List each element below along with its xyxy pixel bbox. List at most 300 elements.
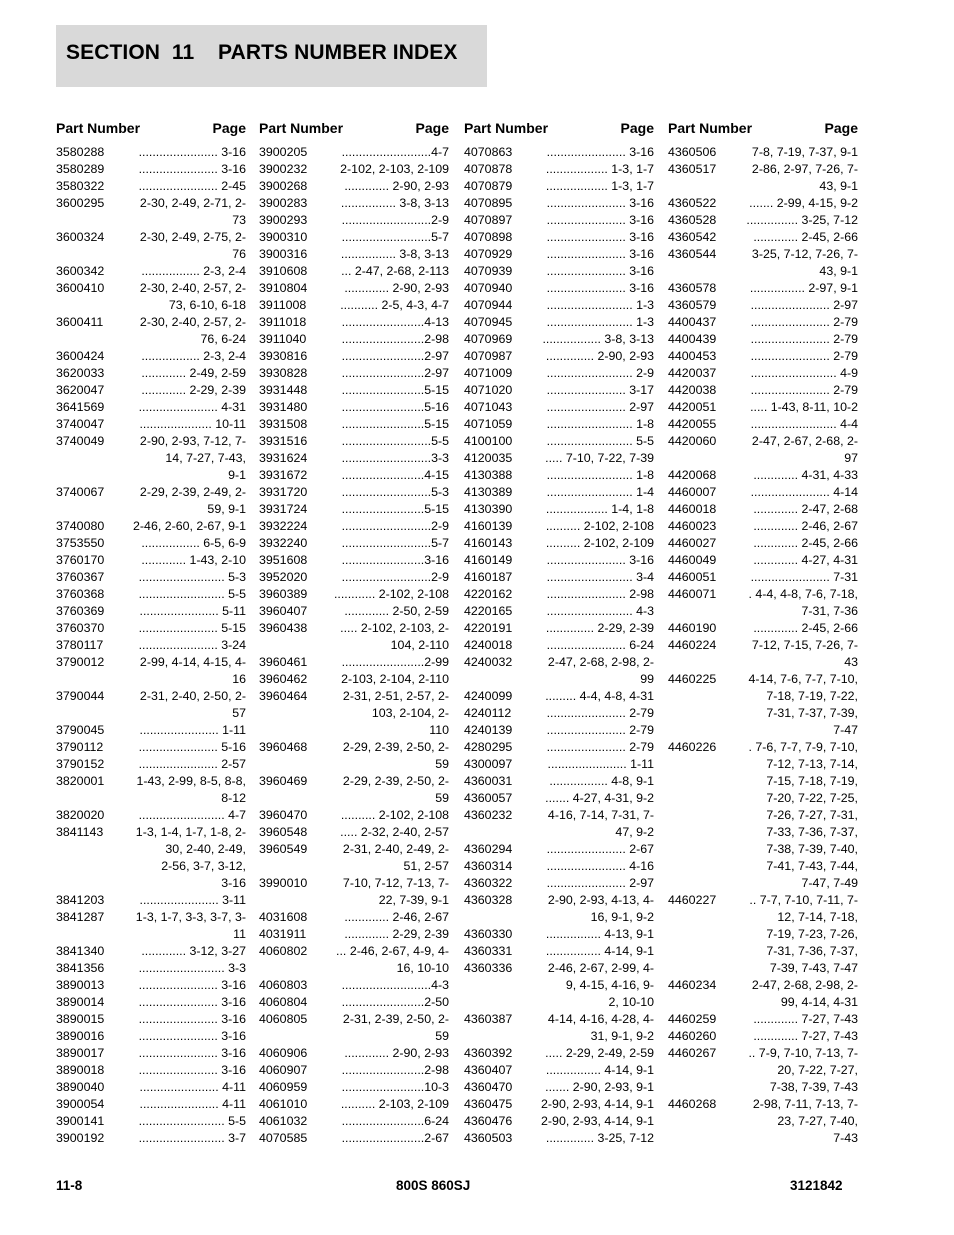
part-number: 3620047 (56, 383, 105, 397)
page-references: ............. 2-29, 2-39 (344, 927, 449, 941)
page-references: ......................... 5-3 (138, 570, 246, 584)
part-number: 3951608 (259, 553, 308, 567)
part-number: 3990010 (259, 876, 308, 890)
page-references: ....................... 2-79 (750, 349, 858, 363)
page-references: 7-10, 7-12, 7-13, 7- 22, 7-39, 9-1 (342, 876, 449, 907)
index-entry (464, 280, 654, 297)
part-number: 4061010 (259, 1097, 308, 1111)
index-entry (259, 569, 449, 586)
page-references: ........................5-16 (341, 400, 449, 414)
page-references: ............. 2-90, 2-93 (344, 179, 449, 193)
page-references: ........... 2-5, 4-3, 4-7 (340, 298, 449, 312)
page-references: ............. 2-50, 2-59 (344, 604, 449, 618)
part-number: 3841356 (56, 961, 105, 975)
index-entry (668, 297, 858, 314)
index-entry (668, 484, 858, 501)
page-references: 1-3, 1-4, 1-7, 1-8, 2- 30, 2-40, 2-49, 2-56, 3-7, 3-12, 3-16 (135, 825, 246, 890)
part-number: 3931720 (259, 485, 308, 499)
page-references: ........................2-97 (341, 366, 449, 380)
index-entry (464, 484, 654, 501)
index-entry (464, 246, 654, 263)
page-references: ........................5-15 (341, 417, 449, 431)
part-number: 3900205 (259, 145, 308, 159)
part-number: 3900192 (56, 1131, 105, 1145)
part-number: 3931672 (259, 468, 308, 482)
index-entry (259, 501, 449, 518)
page-references: ................. 2-3, 2-4 (141, 349, 246, 363)
index-entry (464, 297, 654, 314)
part-number: 3960461 (259, 655, 308, 669)
index-entry (259, 841, 449, 875)
index-entry (56, 620, 246, 637)
page-references: ............. 7-27, 7-43 (753, 1012, 858, 1026)
page-references: . 4-4, 4-8, 7-6, 7-18, 7-31, 7-36 (748, 587, 858, 618)
index-entry (464, 960, 654, 1011)
page-references: ....................... 6-24 (546, 638, 654, 652)
index-entry (56, 637, 246, 654)
part-number: 3580289 (56, 162, 105, 176)
part-number: 3900232 (259, 162, 308, 176)
page-references: 2-29, 2-39, 2-50, 2- 59 (342, 740, 449, 771)
part-number: 4100100 (464, 434, 513, 448)
page-references: ....................... 3-16 (546, 196, 654, 210)
page-references: 1-43, 2-99, 8-5, 8-8, 8-12 (136, 774, 246, 805)
part-number: 4460227 (668, 893, 717, 907)
part-number: 3960548 (259, 825, 308, 839)
page-references: ......................... 3-3 (138, 961, 246, 975)
page-references: ......................... 5-5 (138, 1114, 246, 1128)
index-entry (259, 229, 449, 246)
part-number-header: Part Number (668, 120, 753, 136)
index-entry (56, 178, 246, 195)
page-references: ... 2-46, 2-67, 4-9, 4- 16, 10-10 (336, 944, 449, 975)
index-entry (464, 518, 654, 535)
index-entry (259, 807, 449, 824)
page-references: ............. 3-12, 3-27 (141, 944, 246, 958)
part-number: 4031911 (259, 927, 307, 941)
part-number: 3890018 (56, 1063, 105, 1077)
part-number: 4460268 (668, 1097, 717, 1111)
index-entry (259, 331, 449, 348)
index-entry (56, 994, 246, 1011)
index-entry (464, 620, 654, 637)
page-references: 2-47, 2-68, 2-98, 2- 99, 4-14, 4-31 (751, 978, 858, 1009)
page-references: .............. 2-90, 2-93 (545, 349, 654, 363)
page-references: 4-14, 7-6, 7-7, 7-10, 7-18, 7-19, 7-22, 7-31, 7-37, 7-39, 7-47 (748, 672, 858, 737)
section-title: SECTION 11 PARTS NUMBER INDEX (66, 41, 458, 64)
part-number: 4070895 (464, 196, 513, 210)
page-references: ....................... 3-16 (138, 1029, 246, 1043)
index-entry (56, 739, 246, 756)
index-entry (464, 450, 654, 467)
page-references: .......... 2-103, 2-109 (340, 1097, 449, 1111)
part-number: 3600324 (56, 230, 105, 244)
page-references: ................. 6-5, 6-9 (141, 536, 246, 550)
page-references: ........................2-97 (341, 349, 449, 363)
index-entry (668, 586, 858, 620)
index-entry (259, 246, 449, 263)
part-number: 4420051 (668, 400, 717, 414)
index-column-4 (668, 119, 858, 1147)
index-entry (56, 943, 246, 960)
index-entry (464, 790, 654, 807)
part-number: 4360314 (464, 859, 513, 873)
page-references: .......... 2-102, 2-108 (340, 808, 449, 822)
part-number: 4360470 (464, 1080, 513, 1094)
part-number: 3890017 (56, 1046, 105, 1060)
index-entry (668, 229, 858, 246)
index-entry (464, 382, 654, 399)
page-references: ......................... 1-3 (546, 298, 654, 312)
part-number: 4070585 (259, 1131, 308, 1145)
page-header: Page (415, 120, 449, 136)
part-number: 3760367 (56, 570, 105, 584)
page-references: ..... 2-32, 2-40, 2-57 (340, 825, 449, 839)
index-entry (259, 365, 449, 382)
part-number: 4360503 (464, 1131, 513, 1145)
page-references: .................. 1-3, 1-7 (545, 179, 654, 193)
part-number: 4360475 (464, 1097, 513, 1111)
part-number: 4240139 (464, 723, 513, 737)
page-references: ....... 2-99, 4-15, 9-2 (749, 196, 858, 210)
page-references: ............. 2-46, 2-67 (753, 519, 858, 533)
index-entry (56, 909, 246, 943)
index-entry (56, 960, 246, 977)
page-references: ........................2-50 (341, 995, 449, 1009)
page-references: ....................... 3-16 (138, 995, 246, 1009)
part-number: 3790045 (56, 723, 105, 737)
part-number: 3932240 (259, 536, 308, 550)
index-entry (668, 382, 858, 399)
page-references: ....................... 1-11 (139, 723, 246, 737)
part-number: 3580322 (56, 179, 105, 193)
index-entry (56, 1011, 246, 1028)
page-references: 2-103, 2-104, 2-110 (341, 672, 449, 686)
part-number: 4360331 (464, 944, 513, 958)
page-references: ....................... 2-57 (138, 757, 246, 771)
part-number: 3890040 (56, 1080, 105, 1094)
page-references: ................. 2-3, 2-4 (141, 264, 246, 278)
index-column-2 (259, 119, 449, 1147)
index-entry (668, 637, 858, 671)
page-references: ......................... 1-8 (546, 417, 654, 431)
index-entry (668, 331, 858, 348)
page-references: ..........................2-9 (341, 519, 449, 533)
index-entry (668, 1028, 858, 1045)
part-number: 4360387 (464, 1012, 513, 1026)
index-entry (464, 229, 654, 246)
index-entry (464, 212, 654, 229)
page-references: ..........................2-9 (341, 570, 449, 584)
index-entry (464, 892, 654, 926)
part-number: 4060906 (259, 1046, 308, 1060)
page-references: ....................... 3-16 (546, 145, 654, 159)
page-references: ................ 4-13, 9-1 (545, 927, 654, 941)
page-references: ....................... 3-11 (139, 893, 246, 907)
part-number: 4060959 (259, 1080, 308, 1094)
part-number: 4360031 (464, 774, 513, 788)
page-references: ....................... 2-97 (546, 400, 654, 414)
part-number-header: Part Number (259, 120, 344, 136)
part-number: 3753550 (56, 536, 105, 550)
part-number: 4360528 (668, 213, 717, 227)
part-number: 4060907 (259, 1063, 308, 1077)
part-number-header: Part Number (464, 120, 549, 136)
page-references: ....................... 3-16 (138, 978, 246, 992)
part-number: 3960549 (259, 842, 308, 856)
index-entry (259, 586, 449, 603)
index-entry (56, 161, 246, 178)
page-references: ............. 2-90, 2-93 (344, 281, 449, 295)
part-number: 4070944 (464, 298, 513, 312)
index-entry (259, 1045, 449, 1062)
page-references: ........................2-99 (341, 655, 449, 669)
page-references: 2-30, 2-40, 2-57, 2- 73, 6-10, 6-18 (139, 281, 246, 312)
part-number: 3911008 (259, 298, 307, 312)
index-entry (259, 144, 449, 161)
index-entry (668, 569, 858, 586)
index-entry (56, 263, 246, 280)
page-references: ....................... 2-79 (546, 723, 654, 737)
index-entry (259, 943, 449, 977)
index-entry (668, 739, 858, 892)
index-entry (56, 756, 246, 773)
part-number-header: Part Number (56, 120, 141, 136)
part-number: 4460051 (668, 570, 717, 584)
page-references: 2-30, 2-40, 2-57, 2- 76, 6-24 (139, 315, 246, 346)
part-number: 3820020 (56, 808, 105, 822)
index-column-3 (464, 119, 654, 1147)
part-number: 3790012 (56, 655, 105, 669)
page-references: ............. 4-27, 4-31 (753, 553, 858, 567)
part-number: 3600411 (56, 315, 104, 329)
index-entry (56, 484, 246, 518)
page-references: ....................... 3-16 (546, 264, 654, 278)
page-references: 2-31, 2-51, 2-57, 2- 103, 2-104, 2- 110 (342, 689, 449, 737)
page-references: ............. 1-43, 2-10 (141, 553, 246, 567)
index-entry (668, 620, 858, 637)
index-entry (56, 314, 246, 348)
column-header (668, 119, 858, 137)
index-entry (464, 399, 654, 416)
index-entry (259, 416, 449, 433)
part-number: 3930816 (259, 349, 308, 363)
page-references: ......................... 3-4 (546, 570, 654, 584)
part-number: 3580288 (56, 145, 105, 159)
page-references: ....................... 5-11 (139, 604, 246, 618)
index-entry (464, 773, 654, 790)
column-header (56, 119, 246, 137)
index-entry (668, 280, 858, 297)
index-entry (259, 348, 449, 365)
page-references: ..... 2-102, 2-103, 2- 104, 2-110 (340, 621, 449, 652)
page-number: 11-8 (56, 1178, 83, 1193)
page-references: ....................... 2-97 (750, 298, 858, 312)
part-number: 4360392 (464, 1046, 513, 1060)
page-references: ....................... 3-16 (546, 553, 654, 567)
page-references: 2-31, 2-39, 2-50, 2- 59 (342, 1012, 449, 1043)
column-header (259, 119, 449, 137)
page-references: . 7-6, 7-7, 7-9, 7-10, 7-12, 7-13, 7-14, 7-15, 7-18, 7-19, 7-20, 7-22, 7-25, 7-26, 7-27, 7-31, 7-33, 7-36, 7-37, 7-38, 7-39, 7-40, 7-41, 7-43, 7-44, 7-47, 7-49 (748, 740, 858, 890)
page-references: ............. 2-45, 2-66 (753, 621, 858, 635)
index-entry (56, 535, 246, 552)
index-entry (259, 1113, 449, 1130)
part-number: 4240018 (464, 638, 513, 652)
part-number: 4220162 (464, 587, 513, 601)
page-references: ....... 2-90, 2-93, 9-1 (545, 1080, 654, 1094)
part-number: 4460226 (668, 740, 717, 754)
index-entry (464, 841, 654, 858)
part-number: 4160139 (464, 519, 513, 533)
part-number: 4420055 (668, 417, 717, 431)
index-entry (259, 671, 449, 688)
part-number: 4070987 (464, 349, 513, 363)
index-entry (464, 161, 654, 178)
index-entry (56, 722, 246, 739)
index-entry (259, 620, 449, 654)
page-references: 2-29, 2-39, 2-49, 2- 59, 9-1 (139, 485, 246, 516)
page-references: ....................... 2-79 (750, 332, 858, 346)
part-number: 3931448 (259, 383, 308, 397)
index-entry (464, 926, 654, 943)
page-references: ......................... 4-4 (750, 417, 858, 431)
index-entry (464, 739, 654, 756)
index-entry (668, 467, 858, 484)
part-number: 3841340 (56, 944, 105, 958)
part-number: 4220191 (464, 621, 513, 635)
page-references: ....................... 4-16 (546, 859, 654, 873)
index-entry (668, 552, 858, 569)
page-references: ................ 4-14, 9-1 (545, 944, 654, 958)
page-references: 2-102, 2-103, 2-109 (340, 162, 449, 176)
part-number: 3740049 (56, 434, 105, 448)
index-entry (259, 484, 449, 501)
page-references: 2-30, 2-49, 2-75, 2- 76 (139, 230, 246, 261)
part-number: 3952020 (259, 570, 308, 584)
index-entry (464, 467, 654, 484)
index-entry (464, 433, 654, 450)
index-entry (56, 1079, 246, 1096)
index-entry (56, 977, 246, 994)
page-references: ....................... 2-67 (546, 842, 654, 856)
page-references: ................ 3-8, 3-13 (340, 247, 449, 261)
page-references: .......... 2-102, 2-108 (545, 519, 654, 533)
part-number: 3910804 (259, 281, 308, 295)
index-entry (56, 399, 246, 416)
part-number: 4060805 (259, 1012, 308, 1026)
page-references: ........................2-98 (341, 332, 449, 346)
index-entry (464, 722, 654, 739)
index-entry (56, 144, 246, 161)
index-entry (464, 756, 654, 773)
page-references: ..........................5-7 (341, 230, 449, 244)
part-number: 4360294 (464, 842, 513, 856)
page-references: .. 7-9, 7-10, 7-13, 7- 20, 7-22, 7-27, 7-38, 7-39, 7-43 (748, 1046, 858, 1094)
page-references: ..........................5-7 (341, 536, 449, 550)
index-entry (56, 1096, 246, 1113)
page-references: .................. 1-3, 1-7 (545, 162, 654, 176)
part-number: 3911018 (259, 315, 307, 329)
page-references: 4-14, 4-16, 4-28, 4- 31, 9-1, 9-2 (547, 1012, 654, 1043)
page-references: ........................10-3 (341, 1080, 449, 1094)
index-entry (464, 365, 654, 382)
page-references: 2-31, 2-40, 2-49, 2- 51, 2-57 (342, 842, 449, 873)
part-number: 4070878 (464, 162, 513, 176)
part-number: 3911040 (259, 332, 307, 346)
index-entry (668, 314, 858, 331)
part-number: 3841203 (56, 893, 105, 907)
index-entry (259, 382, 449, 399)
part-number: 4400439 (668, 332, 717, 346)
index-entry (56, 229, 246, 263)
index-entry (56, 1045, 246, 1062)
index-entry (56, 586, 246, 603)
model-name: 800S 860SJ (396, 1178, 471, 1193)
index-entry (259, 450, 449, 467)
part-number: 4130390 (464, 502, 513, 516)
page-references: ... 2-47, 2-68, 2-113 (341, 264, 449, 278)
page-references: ....................... 3-16 (138, 1012, 246, 1026)
page-references: 1-3, 1-7, 3-3, 3-7, 3- 11 (135, 910, 246, 941)
page-references: ................ 4-14, 9-1 (545, 1063, 654, 1077)
part-number: 3890015 (56, 1012, 105, 1026)
page-references: ....................... 2-79 (546, 740, 654, 754)
index-entry (56, 348, 246, 365)
page-references: ....................... 3-16 (138, 162, 246, 176)
part-number: 3960438 (259, 621, 308, 635)
index-entry (259, 518, 449, 535)
index-entry (259, 1011, 449, 1045)
page-references: ............. 2-90, 2-93 (344, 1046, 449, 1060)
part-number: 4130389 (464, 485, 513, 499)
index-column-1 (56, 119, 246, 1147)
part-number: 4420038 (668, 383, 717, 397)
page-references: ....... 4-27, 4-31, 9-2 (545, 791, 654, 805)
page-references: ............. 2-47, 2-68 (753, 502, 858, 516)
part-number: 3931724 (259, 502, 308, 516)
index-entry (668, 416, 858, 433)
part-number: 4360522 (668, 196, 717, 210)
page-references: ........................5-15 (341, 502, 449, 516)
page-references: 7-8, 7-19, 7-37, 9-1 (751, 145, 858, 159)
part-number: 4300097 (464, 757, 513, 771)
part-number: 4360057 (464, 791, 513, 805)
part-number: 4070945 (464, 315, 513, 329)
index-entry (56, 552, 246, 569)
part-number: 4240112 (464, 706, 512, 720)
page-references: ......................... 5-5 (138, 587, 246, 601)
index-entry (259, 195, 449, 212)
index-entry (668, 518, 858, 535)
part-number: 4360578 (668, 281, 717, 295)
part-number: 4070879 (464, 179, 513, 193)
part-number: 4460225 (668, 672, 717, 686)
page-references: 2-90, 2-93, 7-12, 7- 14, 7-27, 7-43, 9-1 (139, 434, 246, 482)
index-entry (259, 909, 449, 926)
part-number: 4460007 (668, 485, 717, 499)
index-entry (259, 263, 449, 280)
page-references: ............. 7-27, 7-43 (753, 1029, 858, 1043)
index-entry (56, 654, 246, 688)
part-number: 4031608 (259, 910, 308, 924)
part-number: 3900054 (56, 1097, 105, 1111)
part-number: 3900316 (259, 247, 308, 261)
index-entry (259, 688, 449, 739)
part-number: 4460018 (668, 502, 717, 516)
page-references: ....................... 3-17 (546, 383, 654, 397)
part-number: 4360336 (464, 961, 513, 975)
part-number: 3900293 (259, 213, 308, 227)
